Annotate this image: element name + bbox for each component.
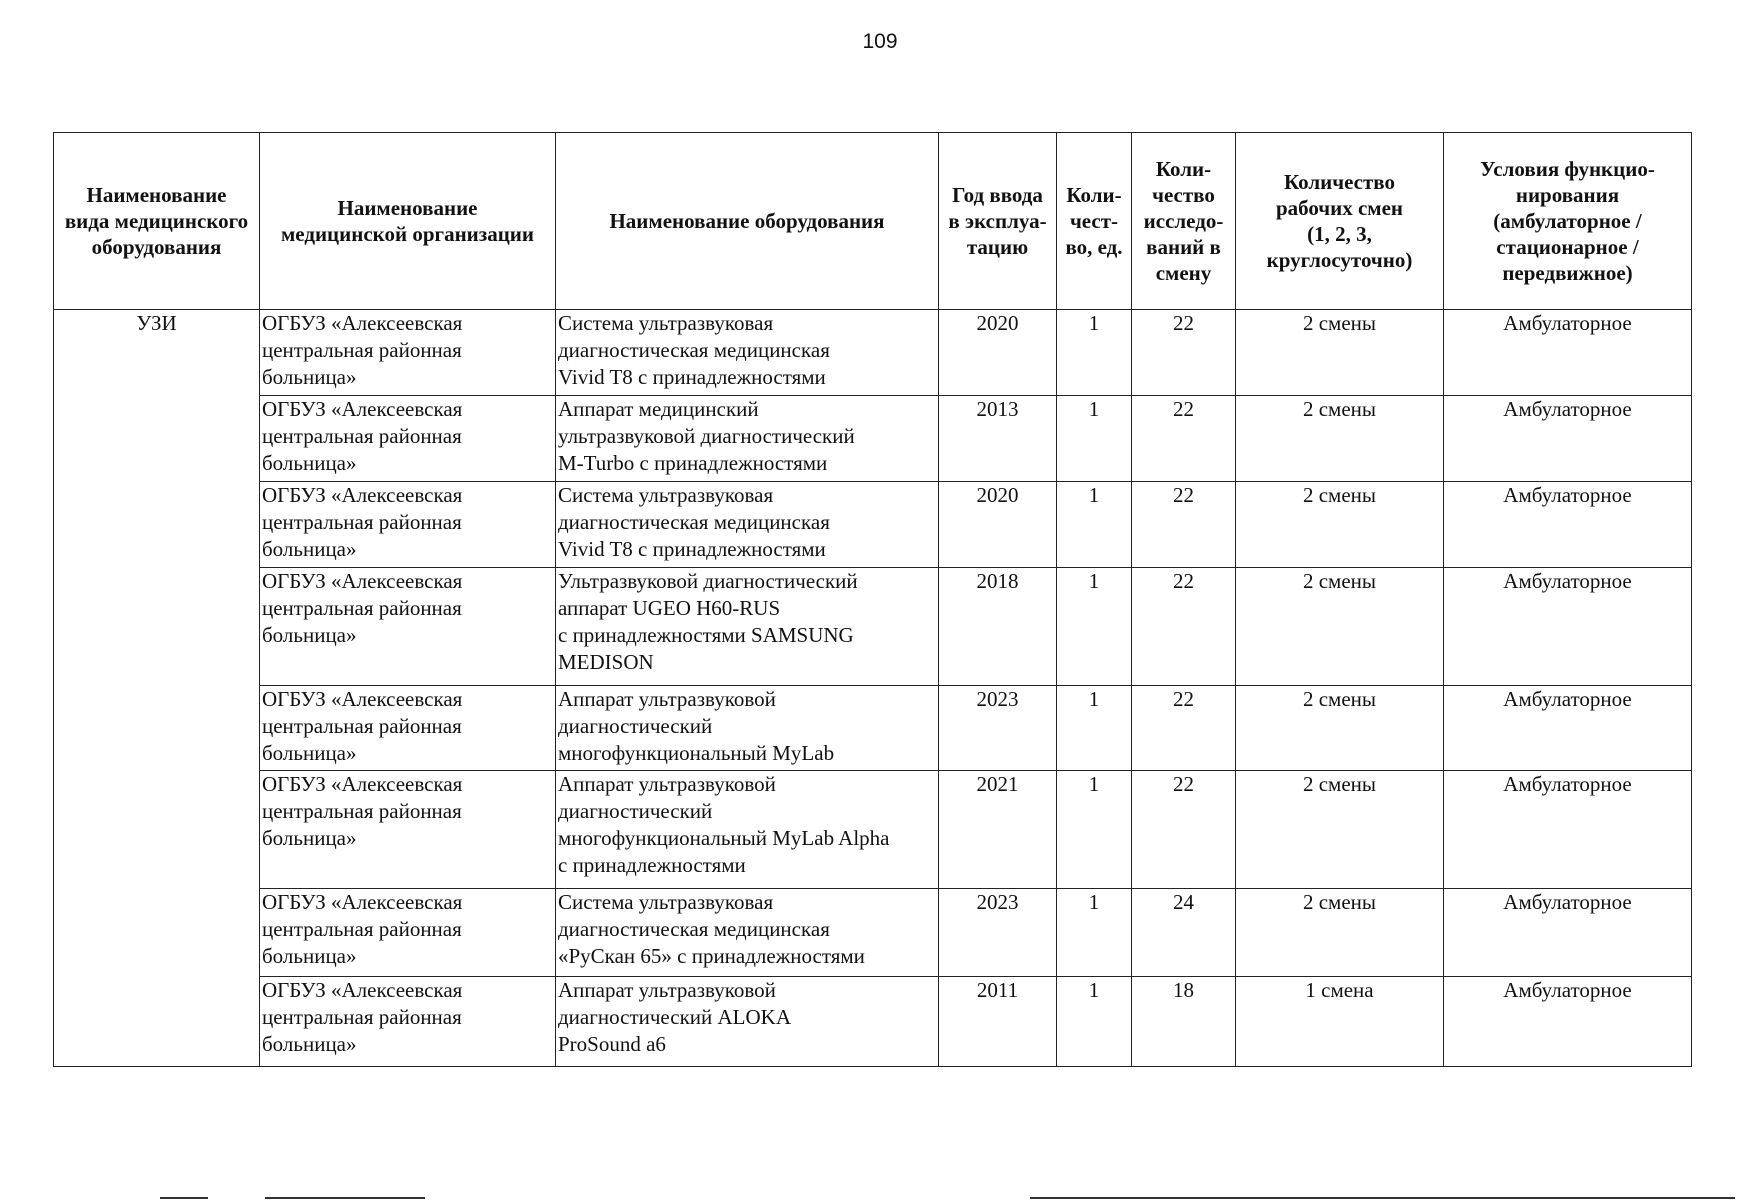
cell-year: 2021 bbox=[939, 771, 1057, 889]
header-line: (1, 2, 3, bbox=[1307, 222, 1372, 246]
cell-equipment-line: аппарат UGEO H60-RUS bbox=[558, 596, 781, 620]
header-line: медицинской организации bbox=[280, 222, 534, 246]
cell-shifts: 2 смены bbox=[1236, 310, 1444, 396]
cell-organization-line: центральная районная bbox=[262, 338, 462, 362]
cell-quantity: 1 bbox=[1057, 686, 1132, 771]
header-quantity bbox=[1057, 133, 1132, 310]
header-shifts bbox=[1236, 133, 1444, 310]
cell-equipment-line: с принадлежностями SAMSUNG bbox=[558, 623, 854, 647]
cell-equipment-line: диагностическая медицинская bbox=[558, 510, 830, 534]
cell-organization bbox=[260, 686, 556, 771]
table-row bbox=[54, 771, 1692, 889]
cell-shifts: 2 смены bbox=[1236, 396, 1444, 482]
header-line: рабочих смен bbox=[1275, 196, 1404, 220]
header-year bbox=[939, 133, 1057, 310]
cell-organization-line: больница» bbox=[262, 826, 357, 850]
cell-year: 2018 bbox=[939, 568, 1057, 686]
cell-equipment-line: Аппарат ультразвуковой bbox=[558, 687, 776, 711]
cell-organization-line: больница» bbox=[262, 944, 357, 968]
cell-organization-line: центральная районная bbox=[262, 1005, 462, 1029]
header-line: смену bbox=[1155, 261, 1212, 285]
footer-rule-right bbox=[1030, 1197, 1735, 1199]
cell-equipment-line: Система ультразвуковая bbox=[558, 483, 774, 507]
header-line: вида медицинского bbox=[64, 209, 249, 233]
cell-conditions: Амбулаторное bbox=[1444, 686, 1692, 771]
header-line: Коли- bbox=[1066, 183, 1122, 207]
cell-shifts: 1 смена bbox=[1236, 977, 1444, 1067]
cell-studies: 22 bbox=[1132, 396, 1236, 482]
header-line: нирования bbox=[1515, 183, 1620, 207]
table-row bbox=[54, 889, 1692, 977]
footer-rule-left bbox=[160, 1197, 208, 1199]
header-line: исследо- bbox=[1143, 209, 1224, 233]
table-row bbox=[54, 396, 1692, 482]
header-line: чество bbox=[1152, 183, 1215, 207]
table-row bbox=[54, 482, 1692, 568]
cell-organization-line: центральная районная bbox=[262, 714, 462, 738]
cell-quantity: 1 bbox=[1057, 889, 1132, 977]
cell-conditions: Амбулаторное bbox=[1444, 568, 1692, 686]
header-conditions bbox=[1444, 133, 1692, 310]
cell-equipment bbox=[556, 771, 939, 889]
header-line: круглосуточно) bbox=[1266, 248, 1413, 272]
cell-equipment-line: MEDISON bbox=[558, 650, 654, 674]
cell-organization-line: больница» bbox=[262, 1032, 357, 1056]
cell-equipment-line: Аппарат ультразвуковой bbox=[558, 978, 776, 1002]
cell-organization-line: ОГБУЗ «Алексеевская bbox=[262, 978, 463, 1002]
cell-equipment-line: ультразвуковой диагностический bbox=[558, 424, 855, 448]
table-header bbox=[54, 133, 1692, 310]
cell-organization-line: ОГБУЗ «Алексеевская bbox=[262, 687, 463, 711]
cell-year: 2023 bbox=[939, 686, 1057, 771]
cell-organization-line: центральная районная bbox=[262, 596, 462, 620]
cell-shifts: 2 смены bbox=[1236, 686, 1444, 771]
header-equipment-type bbox=[54, 133, 260, 310]
cell-organization-line: больница» bbox=[262, 741, 357, 765]
header-studies-per-shift bbox=[1132, 133, 1236, 310]
header-line: Год ввода bbox=[952, 183, 1043, 207]
table-row bbox=[54, 686, 1692, 771]
cell-equipment-line: диагностическая медицинская bbox=[558, 338, 830, 362]
header-line: передвижное) bbox=[1502, 261, 1633, 285]
equipment-table bbox=[53, 132, 1692, 1067]
cell-equipment-line: Vivid T8 с принадлежностями bbox=[558, 365, 826, 389]
header-row bbox=[54, 133, 1692, 310]
cell-equipment-line: Система ультразвуковая bbox=[558, 890, 774, 914]
cell-conditions: Амбулаторное bbox=[1444, 889, 1692, 977]
cell-quantity: 1 bbox=[1057, 396, 1132, 482]
cell-organization-line: больница» bbox=[262, 451, 357, 475]
cell-equipment bbox=[556, 482, 939, 568]
cell-year: 2020 bbox=[939, 310, 1057, 396]
cell-organization-line: ОГБУЗ «Алексеевская bbox=[262, 397, 463, 421]
cell-studies: 24 bbox=[1132, 889, 1236, 977]
cell-organization-line: центральная районная bbox=[262, 424, 462, 448]
cell-studies: 22 bbox=[1132, 771, 1236, 889]
cell-equipment bbox=[556, 977, 939, 1067]
table-row bbox=[54, 310, 1692, 396]
header-line: Количество bbox=[1283, 170, 1396, 194]
header-line: (амбулаторное / bbox=[1493, 209, 1642, 233]
table-row bbox=[54, 568, 1692, 686]
cell-quantity: 1 bbox=[1057, 568, 1132, 686]
cell-equipment-type: УЗИ bbox=[54, 310, 260, 1067]
cell-conditions: Амбулаторное bbox=[1444, 396, 1692, 482]
cell-equipment-line: диагностический ALOKA bbox=[558, 1005, 791, 1029]
cell-shifts: 2 смены bbox=[1236, 771, 1444, 889]
cell-organization-line: ОГБУЗ «Алексеевская bbox=[262, 890, 463, 914]
cell-organization-line: центральная районная bbox=[262, 917, 462, 941]
cell-equipment bbox=[556, 396, 939, 482]
header-line: Наименование bbox=[86, 183, 227, 207]
cell-organization-line: ОГБУЗ «Алексеевская bbox=[262, 772, 463, 796]
cell-equipment-line: Аппарат медицинский bbox=[558, 397, 759, 421]
cell-organization-line: ОГБУЗ «Алексеевская bbox=[262, 569, 463, 593]
header-line: во, ед. bbox=[1065, 235, 1123, 259]
cell-conditions: Амбулаторное bbox=[1444, 310, 1692, 396]
cell-organization-line: центральная районная bbox=[262, 799, 462, 823]
cell-shifts: 2 смены bbox=[1236, 568, 1444, 686]
cell-equipment-line: диагностический bbox=[558, 714, 713, 738]
cell-equipment-line: многофункциональный MyLab bbox=[558, 741, 835, 765]
header-line: оборудования bbox=[91, 235, 222, 259]
cell-organization bbox=[260, 482, 556, 568]
cell-organization-line: больница» bbox=[262, 623, 357, 647]
table-body bbox=[54, 310, 1692, 1067]
cell-organization bbox=[260, 568, 556, 686]
cell-year: 2013 bbox=[939, 396, 1057, 482]
cell-organization-line: больница» bbox=[262, 537, 357, 561]
cell-equipment-line: ProSound a6 bbox=[558, 1032, 666, 1056]
footer-rule-mid bbox=[265, 1197, 425, 1199]
cell-equipment-line: Аппарат ультразвуковой bbox=[558, 772, 776, 796]
cell-organization-line: ОГБУЗ «Алексеевская bbox=[262, 483, 463, 507]
cell-equipment bbox=[556, 568, 939, 686]
cell-organization-line: ОГБУЗ «Алексеевская bbox=[262, 311, 463, 335]
cell-quantity: 1 bbox=[1057, 771, 1132, 889]
cell-organization bbox=[260, 771, 556, 889]
header-line: Коли- bbox=[1155, 157, 1212, 181]
header-line: чест- bbox=[1069, 209, 1119, 233]
cell-studies: 22 bbox=[1132, 686, 1236, 771]
cell-studies: 22 bbox=[1132, 568, 1236, 686]
cell-equipment bbox=[556, 310, 939, 396]
cell-equipment-line: M-Turbo с принадлежностями bbox=[558, 451, 828, 475]
cell-equipment bbox=[556, 686, 939, 771]
cell-shifts: 2 смены bbox=[1236, 482, 1444, 568]
header-line: Наименование bbox=[337, 196, 478, 220]
cell-organization bbox=[260, 889, 556, 977]
header-equipment-name bbox=[556, 133, 939, 310]
cell-organization bbox=[260, 396, 556, 482]
cell-equipment-line: Vivid T8 с принадлежностями bbox=[558, 537, 826, 561]
cell-studies: 22 bbox=[1132, 482, 1236, 568]
cell-shifts: 2 смены bbox=[1236, 889, 1444, 977]
cell-conditions: Амбулаторное bbox=[1444, 482, 1692, 568]
cell-organization-line: центральная районная bbox=[262, 510, 462, 534]
cell-equipment-line: многофункциональный MyLab Alpha bbox=[558, 826, 890, 850]
cell-organization-line: больница» bbox=[262, 365, 357, 389]
cell-conditions: Амбулаторное bbox=[1444, 977, 1692, 1067]
cell-organization bbox=[260, 310, 556, 396]
cell-equipment-line: Ультразвуковой диагностический bbox=[558, 569, 858, 593]
header-line: стационарное / bbox=[1496, 235, 1639, 259]
page-number: 109 bbox=[862, 30, 898, 53]
header-line: тацию bbox=[966, 235, 1029, 259]
cell-studies: 18 bbox=[1132, 977, 1236, 1067]
header-organization bbox=[260, 133, 556, 310]
cell-equipment-line: «РуСкан 65» с принадлежностями bbox=[558, 944, 865, 968]
cell-equipment-line: диагностическая медицинская bbox=[558, 917, 830, 941]
table-row bbox=[54, 977, 1692, 1067]
cell-organization bbox=[260, 977, 556, 1067]
header-line: Условия функцио- bbox=[1480, 157, 1655, 181]
cell-studies: 22 bbox=[1132, 310, 1236, 396]
header-line: ваний в bbox=[1146, 235, 1221, 259]
header-line: Наименование оборудования bbox=[609, 209, 885, 233]
cell-equipment-line: диагностический bbox=[558, 799, 713, 823]
header-line: в эксплуа- bbox=[948, 209, 1047, 233]
cell-quantity: 1 bbox=[1057, 977, 1132, 1067]
cell-year: 2023 bbox=[939, 889, 1057, 977]
cell-year: 2020 bbox=[939, 482, 1057, 568]
cell-quantity: 1 bbox=[1057, 482, 1132, 568]
cell-quantity: 1 bbox=[1057, 310, 1132, 396]
cell-year: 2011 bbox=[939, 977, 1057, 1067]
cell-equipment bbox=[556, 889, 939, 977]
cell-equipment-line: Система ультразвуковая bbox=[558, 311, 774, 335]
cell-equipment-line: с принадлежностями bbox=[558, 853, 746, 877]
cell-conditions: Амбулаторное bbox=[1444, 771, 1692, 889]
